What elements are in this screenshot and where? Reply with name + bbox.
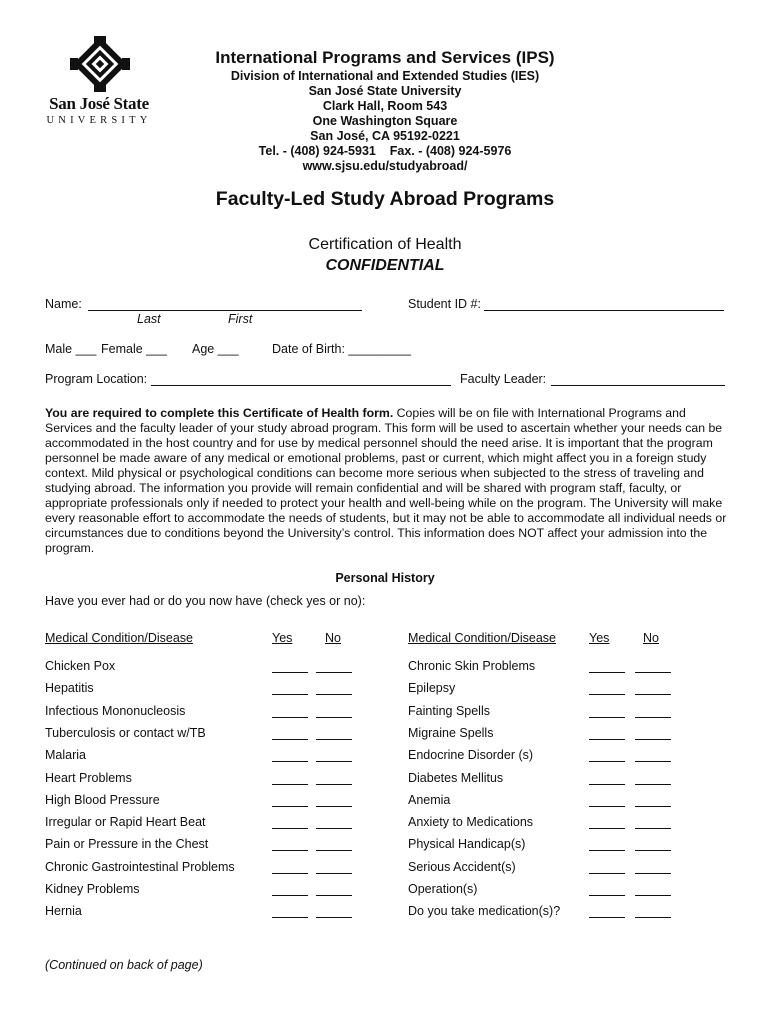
right-condition-header: Medical Condition/Disease xyxy=(408,631,556,645)
logo-university-word: UNIVERSITY xyxy=(46,115,152,126)
yes-checkbox-blank[interactable] xyxy=(272,850,308,851)
condition-label: Kidney Problems xyxy=(45,882,140,896)
condition-label: Hernia xyxy=(45,904,82,919)
yes-checkbox-blank[interactable] xyxy=(589,717,625,718)
no-checkbox-blank[interactable] xyxy=(635,873,671,874)
yes-checkbox-blank[interactable] xyxy=(272,761,308,762)
yes-checkbox-blank[interactable] xyxy=(589,873,625,874)
female-field[interactable]: Female ___ xyxy=(101,342,168,356)
yes-checkbox-blank[interactable] xyxy=(272,806,308,807)
instructions-text: Copies will be on file with International Programs and Services and the faculty leader of your study abroad program. This form will be used to ascertain whether your needs can be accommodated in the host country and for use by medical personnel should the need arise. It is important that the program personnel be made aware of any medical or emotional problems, past or current, which might affect you in a foreign study context. Mild physical or psychological conditions can become more serious when subjected to the stress of traveling and studying abroad. The information you provide will remain confidential and will be shared with program staff, faculty, or appropriate professionals only if needed to protect your health and well-being while on the program. The University will make every reasonable effort to accommodate the needs of students, but it may not be able to accommodate all individual needs or circumstances due to conditions beyond the University’s control. This information does NOT affect your admission into the program. xyxy=(45,406,727,555)
condition-label: Chronic Gastrointestinal Problems xyxy=(45,859,235,874)
yes-checkbox-blank[interactable] xyxy=(272,739,308,740)
age-field[interactable]: Age ___ xyxy=(192,342,239,356)
yes-checkbox-blank[interactable] xyxy=(589,917,625,918)
no-checkbox-blank[interactable] xyxy=(316,828,352,829)
no-checkbox-blank[interactable] xyxy=(635,717,671,718)
male-field[interactable]: Male ___ xyxy=(45,342,97,356)
yes-checkbox-blank[interactable] xyxy=(272,672,308,673)
no-checkbox-blank[interactable] xyxy=(635,917,671,918)
yes-checkbox-blank[interactable] xyxy=(272,784,308,785)
yes-checkbox-blank[interactable] xyxy=(589,895,625,896)
no-checkbox-blank[interactable] xyxy=(635,895,671,896)
confidential-label: CONFIDENTIAL xyxy=(325,257,445,274)
logo-university-name: San José State xyxy=(49,94,149,113)
header-university: San José State University xyxy=(308,84,462,98)
no-checkbox-blank[interactable] xyxy=(635,739,671,740)
header-website: www.sjsu.edu/studyabroad/ xyxy=(302,159,468,173)
logo-emblem-icon xyxy=(44,36,154,94)
no-checkbox-blank[interactable] xyxy=(316,895,352,896)
last-name-hint: Last xyxy=(137,312,161,326)
condition-label: Endocrine Disorder (s) xyxy=(408,748,534,763)
instructions-bold: You are required to complete this Certificate of Health form. xyxy=(45,406,394,420)
no-checkbox-blank[interactable] xyxy=(316,717,352,718)
condition-label: Epilepsy xyxy=(408,681,456,696)
left-no-header: No xyxy=(325,631,341,645)
header-room: Clark Hall, Room 543 xyxy=(322,99,448,113)
condition-label: Infectious Mononucleosis xyxy=(45,703,186,718)
continued-note: (Continued on back of page) xyxy=(45,958,203,972)
no-checkbox-blank[interactable] xyxy=(635,806,671,807)
page-title: Faculty-Led Study Abroad Programs xyxy=(215,188,555,210)
header-phone-fax: Tel. - (408) 924-5931 Fax. - (408) 924-5976 xyxy=(258,144,512,158)
name-label: Name: xyxy=(45,297,82,311)
condition-label: Anemia xyxy=(408,792,451,807)
no-checkbox-blank[interactable] xyxy=(316,761,352,762)
no-checkbox-blank[interactable] xyxy=(316,917,352,918)
condition-label: Chicken Pox xyxy=(45,659,116,673)
no-checkbox-blank[interactable] xyxy=(635,672,671,673)
condition-label: Pain or Pressure in the Chest xyxy=(45,837,209,852)
yes-checkbox-blank[interactable] xyxy=(272,917,308,918)
university-logo xyxy=(44,36,154,126)
condition-label: High Blood Pressure xyxy=(45,792,160,807)
no-checkbox-blank[interactable] xyxy=(635,694,671,695)
condition-label: Irregular or Rapid Heart Beat xyxy=(45,815,206,830)
condition-label: Do you take medication(s)? xyxy=(408,904,561,919)
right-yes-header: Yes xyxy=(589,631,610,645)
condition-label: Tuberculosis or contact w/TB xyxy=(45,725,206,740)
condition-label: Malaria xyxy=(45,748,86,763)
condition-label: Fainting Spells xyxy=(408,703,490,718)
left-yes-header: Yes xyxy=(272,631,293,645)
faculty-leader-field[interactable] xyxy=(551,385,725,386)
header-division: Division of International and Extended Studies (IES) xyxy=(230,69,540,83)
header-street: One Washington Square xyxy=(312,114,458,128)
program-location-field[interactable] xyxy=(151,385,451,386)
yes-checkbox-blank[interactable] xyxy=(272,694,308,695)
program-location-label: Program Location: xyxy=(45,372,148,386)
no-checkbox-blank[interactable] xyxy=(316,784,352,785)
organization-name: International Programs and Services (IPS) xyxy=(215,48,555,67)
right-no-header: No xyxy=(643,631,659,645)
no-checkbox-blank[interactable] xyxy=(316,672,352,673)
yes-checkbox-blank[interactable] xyxy=(589,806,625,807)
personal-history-heading: Personal History xyxy=(335,571,435,585)
faculty-leader-label: Faculty Leader: xyxy=(460,372,547,386)
yes-checkbox-blank[interactable] xyxy=(589,739,625,740)
student-id-label: Student ID #: xyxy=(408,297,481,311)
no-checkbox-blank[interactable] xyxy=(635,828,671,829)
yes-checkbox-blank[interactable] xyxy=(272,895,308,896)
instructions-paragraph xyxy=(45,406,735,556)
yes-checkbox-blank[interactable] xyxy=(589,784,625,785)
condition-label: Operation(s) xyxy=(408,882,478,896)
name-field[interactable] xyxy=(88,310,362,311)
date-of-birth-field[interactable]: Date of Birth: _________ xyxy=(272,342,411,356)
condition-label: Chronic Skin Problems xyxy=(408,659,536,673)
no-checkbox-blank[interactable] xyxy=(316,850,352,851)
no-checkbox-blank[interactable] xyxy=(635,850,671,851)
yes-checkbox-blank[interactable] xyxy=(589,850,625,851)
condition-label: Physical Handicap(s) xyxy=(408,837,526,852)
condition-label: Hepatitis xyxy=(45,681,94,696)
condition-label: Migraine Spells xyxy=(408,725,494,740)
no-checkbox-blank[interactable] xyxy=(635,784,671,785)
yes-checkbox-blank[interactable] xyxy=(589,761,625,762)
yes-checkbox-blank[interactable] xyxy=(272,717,308,718)
no-checkbox-blank[interactable] xyxy=(316,694,352,695)
yes-checkbox-blank[interactable] xyxy=(589,694,625,695)
no-checkbox-blank[interactable] xyxy=(316,739,352,740)
no-checkbox-blank[interactable] xyxy=(635,761,671,762)
condition-label: Anxiety to Medications xyxy=(408,815,534,830)
left-condition-header: Medical Condition/Disease xyxy=(45,631,193,645)
header-city: San José, CA 95192-0221 xyxy=(310,129,460,143)
condition-label: Serious Accident(s) xyxy=(408,859,516,874)
no-checkbox-blank[interactable] xyxy=(316,873,352,874)
yes-checkbox-blank[interactable] xyxy=(589,828,625,829)
first-name-hint: First xyxy=(228,312,253,326)
no-checkbox-blank[interactable] xyxy=(316,806,352,807)
yes-checkbox-blank[interactable] xyxy=(272,828,308,829)
personal-history-question: Have you ever had or do you now have (check yes or no): xyxy=(45,594,366,608)
form-subtitle: Certification of Health xyxy=(308,236,462,253)
condition-label: Diabetes Mellitus xyxy=(408,770,504,785)
yes-checkbox-blank[interactable] xyxy=(589,672,625,673)
condition-label: Heart Problems xyxy=(45,770,132,785)
student-id-field[interactable] xyxy=(484,310,724,311)
yes-checkbox-blank[interactable] xyxy=(272,873,308,874)
